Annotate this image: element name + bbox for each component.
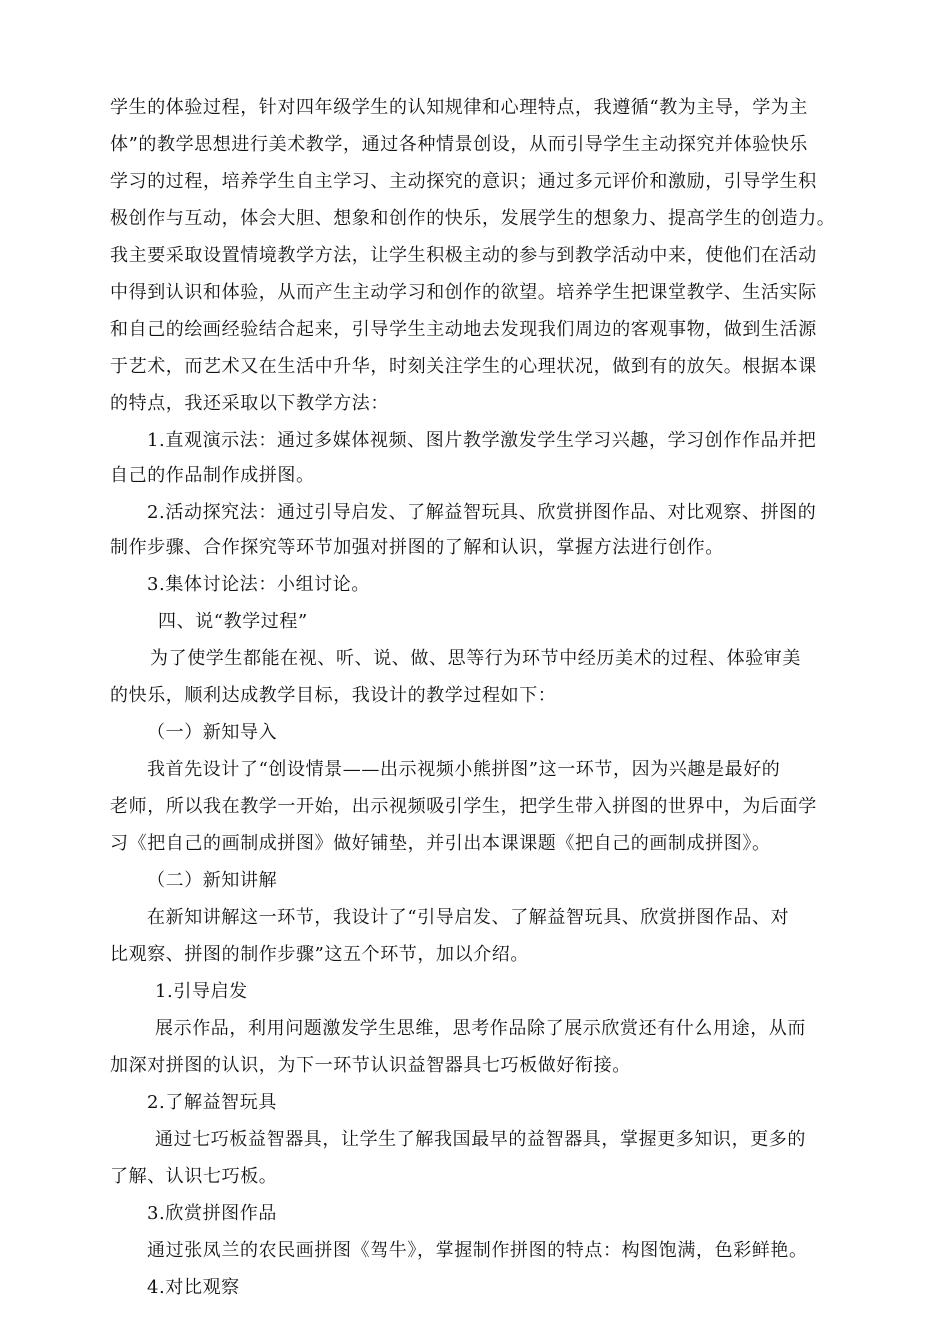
text-line: 我首先设计了“创设情景——出示视频小熊拼图”这一环节，因为兴趣是最好的 [147,759,781,780]
text-line: 1.直观演示法：通过多媒体视频、图片教学激发学生学习兴趣，学习创作作品并把 [147,430,817,451]
item-heading: 2.了解益智玩具 [147,1092,277,1113]
text-line: 通过七巧板益智器具，让学生了解我国最早的益智器具，掌握更多知识，更多的 [155,1129,806,1150]
section-heading: 四、说“教学过程” [158,611,308,632]
text-line: 3.集体讨论法：小组讨论。 [147,574,370,595]
text-line: 习《把自己的画制成拼图》做好铺垫，并引出本课课题《把自己的画制成拼图》。 [110,833,771,854]
text-line: 通过张凤兰的农民画拼图《驾牛》，掌握制作拼图的特点：构图饱满，色彩鲜艳。 [147,1240,808,1261]
text-line: 展示作品，利用问题激发学生思维，思考作品除了展示欣赏还有什么用途，从而 [155,1018,806,1039]
text-line: 和自己的绘画经验结合起来，引导学生主动地去发现我们周边的客观事物，做到生活源 [110,319,817,340]
text-line: 自己的作品制作成拼图。 [110,465,315,486]
text-line: 我主要采取设置情境教学方法，让学生积极主动的参与到教学活动中来，使他们在活动 [110,245,817,266]
text-line: 了解、认识七巧板。 [110,1166,278,1187]
text-line: 在新知讲解这一环节，我设计了“引导启发、了解益智玩具、欣赏拼图作品、对 [147,907,790,928]
text-line: 于艺术，而艺术又在生活中升华，时刻关注学生的心理状况，做到有的放矢。根据本课 [110,356,817,377]
item-heading: 3.欣赏拼图作品 [147,1203,277,1224]
text-line: 2.活动探究法：通过引导启发、了解益智玩具、欣赏拼图作品、对比观察、拼图的 [147,502,817,523]
text-line: 的特点，我还采取以下教学方法： [110,393,389,414]
text-line: 极创作与互动，体会大胆、想象和创作的快乐，发展学生的想象力、提高学生的创造力。 [110,208,836,229]
text-line: 的快乐，顺利达成教学目标，我设计的教学过程如下： [110,685,557,706]
text-line: 比观察、拼图的制作步骤”这五个环节，加以介绍。 [110,944,529,965]
subsection-heading: （二）新知讲解 [147,870,278,891]
text-line: 为了使学生都能在视、听、说、做、思等行为环节中经历美术的过程、体验审美 [150,648,801,669]
item-heading: 4.对比观察 [147,1277,240,1298]
text-line: 老师，所以我在教学一开始，出示视频吸引学生，把学生带入拼图的世界中，为后面学 [110,796,817,817]
subsection-heading: （一）新知导入 [147,722,278,743]
text-line: 中得到认识和体验，从而产生主动学习和创作的欲望。培养学生把课堂教学、生活实际 [110,282,817,303]
text-line: 学生的体验过程，针对四年级学生的认知规律和心理特点，我遵循“教为主导，学为主 [110,97,808,118]
text-line: 制作步骤、合作探究等环节加强对拼图的了解和认识，掌握方法进行创作。 [110,537,724,558]
text-line: 加深对拼图的认识，为下一环节认识益智器具七巧板做好衔接。 [110,1055,631,1076]
item-heading: 1.引导启发 [155,981,248,1002]
text-line: 体”的教学思想进行美术教学，通过各种情景创设，从而引导学生主动探究并体验快乐 [110,134,808,155]
text-line: 学习的过程，培养学生自主学习、主动探究的意识；通过多元评价和激励，引导学生积 [110,171,817,192]
